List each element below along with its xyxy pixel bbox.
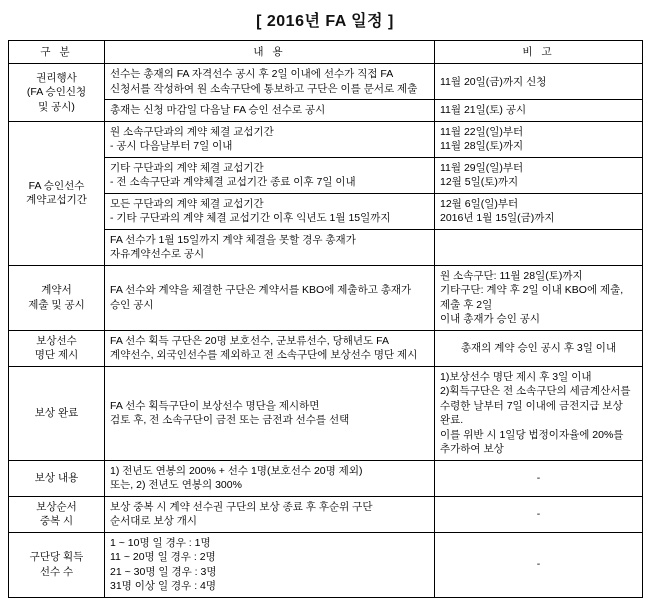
cell-line: 이를 위반 시 1일당 법정이자율에 20%를 추가하여 보상 [440,428,624,456]
table-body [9,64,643,597]
cell-category [9,496,105,532]
table-row [9,532,643,597]
cell-content [105,100,435,121]
cell-line: 11월 22일(일)부터 [440,125,524,138]
cell-note [435,496,643,532]
cell-line: 1) 전년도 연봉의 200% + 선수 1명(보호선수 20명 제외) [110,464,363,477]
table-header-row [9,41,643,64]
cell-note [435,460,643,496]
cell-line: 검토 후, 전 소속구단이 금전 또는 금전과 선수를 선택 [110,414,350,427]
cell-line: 계약서 [41,284,72,297]
cell-line: 원 소속구단: 11월 28일(토)까지 [440,269,583,282]
cell-content [105,157,435,193]
cell-line: 보상순서 [36,500,77,513]
cell-line: FA 선수 획득구단이 보상선수 명단을 제시하면 [110,399,320,412]
cell-content [105,193,435,229]
cell-line: 중복 시 [39,515,74,528]
table-row [9,121,643,157]
cell-line: 11 ~ 20명 일 경우 : 2명 [110,551,216,564]
cell-content [105,460,435,496]
cell-note [435,121,643,157]
cell-category [9,532,105,597]
table-row [9,157,643,193]
cell-line: 총재의 계약 승인 공시 후 3일 이내 [460,341,617,354]
cell-line: 11월 21일(토) 공시 [440,104,527,117]
cell-category [9,121,105,265]
cell-line: 21 ~ 30명 일 경우 : 3명 [110,565,217,578]
table-row [9,229,643,265]
cell-line: 기타구단: 계약 후 2일 이내 KBO에 제출, 제출 후 2일 [440,284,624,311]
cell-line: - 기타 구단과의 계약 체결 교섭기간 이후 익년도 1월 15일까지 [110,212,391,225]
cell-line: 보상 완료 [34,406,79,419]
cell-line: 명단 제시 [34,349,79,362]
table-row [9,460,643,496]
table-row [9,265,643,330]
cell-note [435,229,643,265]
cell-line: 12월 6일(일)부터 [440,197,519,210]
column-header-category: 구 분 [9,41,105,64]
cell-line: 31명 이상 일 경우 : 4명 [110,580,217,593]
page-title: [ 2016년 FA 일정 ] [256,13,394,30]
cell-line: 선수 수 [39,565,74,578]
cell-content [105,229,435,265]
cell-line: - [536,471,541,484]
cell-note [435,366,643,460]
cell-line: 1 ~ 10명 일 경우 : 1명 [110,536,211,549]
cell-line: 제출 및 공시 [28,298,85,311]
cell-line: 2)획득구단은 전 소속구단의 세금계산서를 수령한 날부터 7일 이내에 금전지급 보상 완료. [440,385,631,427]
cell-line: 보상선수 [36,334,77,347]
cell-line: 및 공시) [38,100,75,113]
cell-content [105,121,435,157]
cell-line: 11월 28일(토)까지 [440,140,524,153]
table-row [9,100,643,121]
cell-line: 총재는 신청 마감일 다음날 FA 승인 선수로 공시 [110,104,326,117]
cell-content [105,496,435,532]
cell-line: FA 선수 획득 구단은 20명 보호선수, 군보류선수, 당해년도 FA 계약선수, 외국인선수를 제외하고 전 소속구단에 보상선수 명단 제시 [110,334,418,362]
cell-line: 11월 20일(금)까지 신청 [440,75,547,88]
cell-line: 이내 총재가 승인 공시 [440,313,541,326]
cell-note [435,330,643,366]
cell-note [435,64,643,100]
cell-line: 12월 5일(토)까지 [440,176,519,189]
cell-line: 원 소속구단과의 계약 체결 교섭기간 [110,125,274,138]
table-row [9,496,643,532]
cell-note [435,157,643,193]
cell-line: - 공시 다음날부터 7일 이내 [110,140,233,153]
cell-note [435,265,643,330]
cell-category [9,265,105,330]
cell-line: FA 승인선수 [28,179,85,192]
cell-category [9,64,105,121]
cell-line: 계약교섭기간 [26,194,87,207]
cell-category [9,460,105,496]
cell-content [105,265,435,330]
cell-note [435,532,643,597]
table-row [9,193,643,229]
cell-note [435,193,643,229]
cell-line: - 전 소속구단과 계약체결 교섭기간 종료 이후 7일 이내 [110,176,356,189]
cell-note [435,100,643,121]
column-header-content: 내 용 [105,41,435,64]
cell-line: - [536,558,541,571]
cell-content [105,330,435,366]
cell-content [105,366,435,460]
cell-content [105,532,435,597]
cell-line: 구단당 획득 [29,551,84,564]
cell-line: 기타 구단과의 계약 체결 교섭기간 [110,161,264,174]
column-header-note: 비 고 [435,41,643,64]
cell-category [9,366,105,460]
table-row [9,330,643,366]
cell-line: 1)보상선수 명단 제시 후 3일 이내 [440,370,592,383]
cell-line: 보상 내용 [34,471,79,484]
cell-line: FA 선수와 계약을 체결한 구단은 계약서를 KBO에 제출하고 총재가 승인 공시 [110,284,412,311]
cell-line: 2016년 1월 15일(금)까지 [440,212,555,225]
cell-category [9,330,105,366]
cell-content [105,64,435,100]
cell-line: 선수는 총재의 FA 자격선수 공시 후 2일 이내에 선수가 직접 FA 신청서를 작성하여 원 소속구단에 통보하고 구단은 이를 문서로 제출 [110,68,418,95]
cell-line: 모든 구단과의 계약 체결 교섭기간 [110,197,264,210]
cell-line: 또는, 2) 전년도 연봉의 300% [110,479,242,492]
fa-schedule-table [8,40,643,598]
cell-line: - [536,507,541,520]
table-row [9,64,643,100]
cell-line: (FA 승인신청 [26,86,87,99]
cell-line: 보상 중복 시 계약 선수권 구단의 보상 종료 후 후순위 구단 [110,500,373,513]
cell-line: 순서대로 보상 개시 [110,515,197,528]
cell-line: 권리행사 [36,71,77,84]
cell-line: FA 선수가 1월 15일까지 계약 체결을 못할 경우 총재가 자유계약선수로 공시 [110,233,356,261]
table-row [9,366,643,460]
cell-line: 11월 29일(일)부터 [440,161,524,174]
